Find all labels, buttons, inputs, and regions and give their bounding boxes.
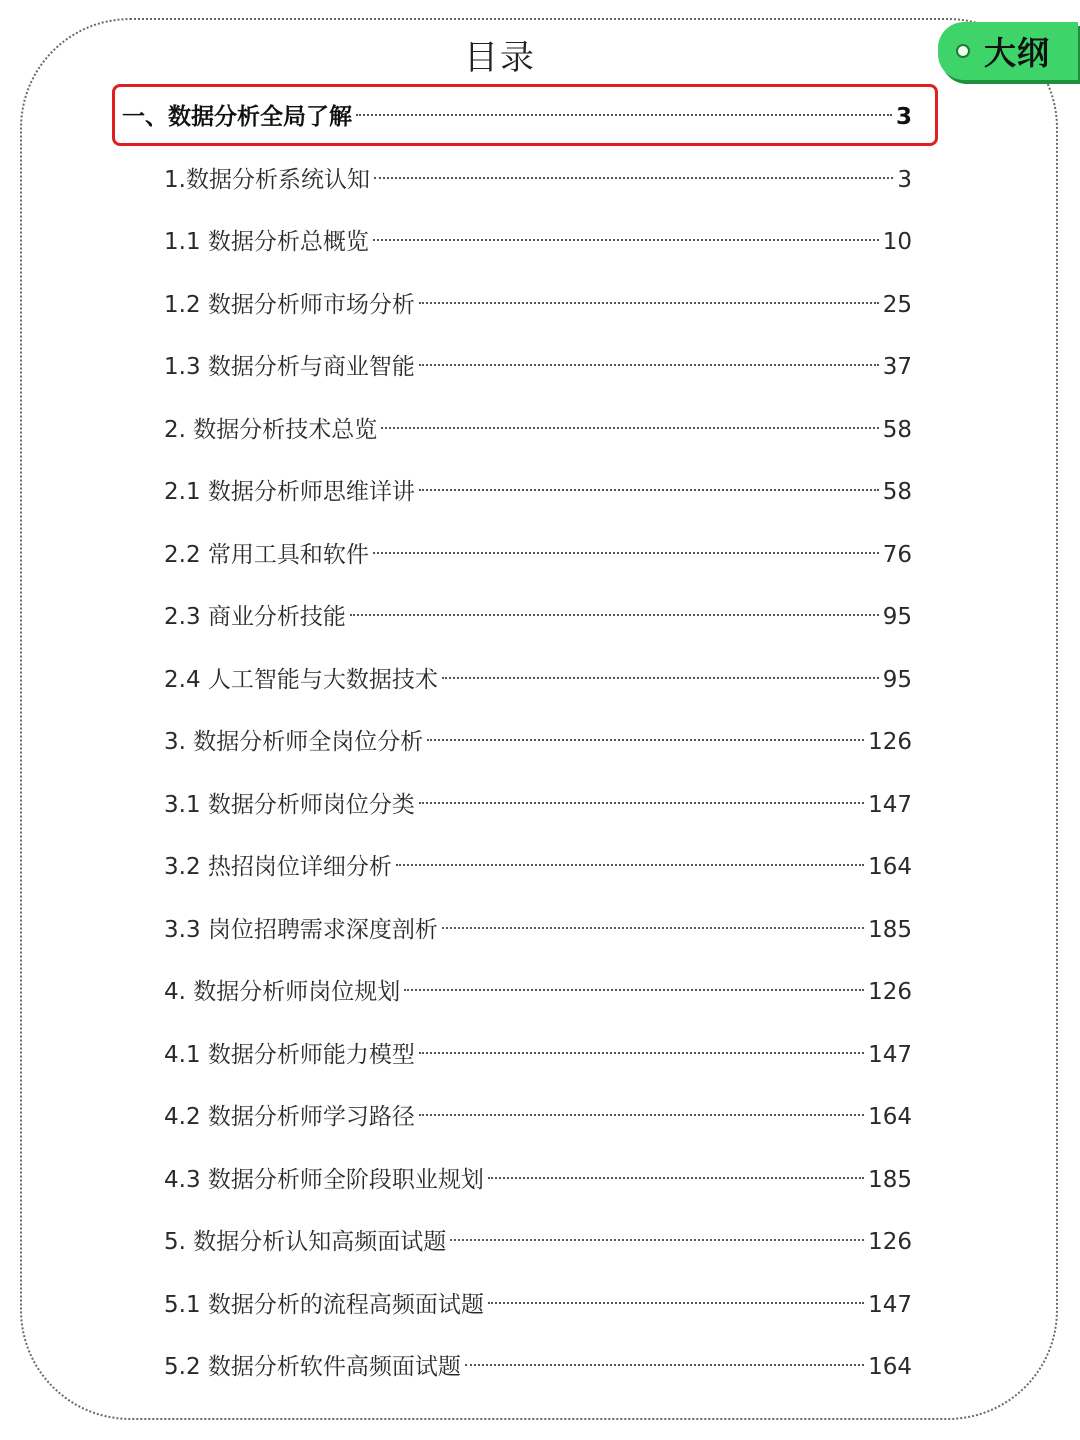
toc-entry-label: 2.4 人工智能与大数据技术 [164,666,438,693]
toc-entry-label: 1.1 数据分析总概览 [164,229,369,255]
toc-dot-leader [442,677,879,679]
toc-entry[interactable] [164,785,912,825]
toc-dot-leader [381,427,878,429]
toc-dot-leader [442,927,864,929]
toc-entry-page: 95 [882,666,912,693]
toc-dot-leader [488,1177,864,1179]
toc-entry-label: 2. 数据分析技术总览 [164,416,378,443]
toc-entry-label: 2.1 数据分析师思维详讲 [164,479,415,505]
toc-entry-label: 4.2 数据分析师学习路径 [164,1104,415,1130]
toc-entry-page: 95 [882,604,912,630]
toc-entry-page: 3 [897,166,912,193]
toc-dot-leader [419,489,879,491]
toc-entry-label: 5.2 数据分析软件高频面试题 [164,1354,461,1380]
toc-dot-leader [404,989,864,991]
toc-entry[interactable] [164,722,912,762]
toc-entry-label: 1.数据分析系统认知 [164,166,370,193]
toc-dot-leader [356,114,892,116]
toc-entry-page: 185 [868,916,912,943]
toc-entry-label: 3.2 热招岗位详细分析 [164,854,392,880]
toc-entry[interactable] [164,222,912,262]
toc-entry-page: 3 [895,104,912,130]
toc-entry[interactable] [164,160,912,200]
toc-dot-leader [396,864,864,866]
toc-dot-leader [373,552,879,554]
outline-badge-label: 大纲 [984,34,1051,72]
toc-entry[interactable] [164,1160,912,1200]
toc-entry[interactable] [164,410,912,450]
outline-badge[interactable] [938,22,1078,80]
toc-entry[interactable] [164,285,912,325]
toc-entry-label: 2.3 商业分析技能 [164,604,346,630]
toc-dot-leader [419,302,879,304]
toc-entry-page: 37 [882,354,912,380]
toc-entry[interactable] [164,472,912,512]
toc-entry-page: 126 [868,729,912,755]
toc-entry-label: 5.1 数据分析的流程高频面试题 [164,1291,484,1318]
toc-entry[interactable] [164,347,912,387]
toc-entry-page: 147 [868,1041,912,1068]
toc-entry-label: 1.2 数据分析师市场分析 [164,291,415,318]
toc-entry-page: 10 [882,229,912,255]
toc-dot-leader [419,1052,864,1054]
toc-entry-page: 25 [882,291,912,318]
toc-entry[interactable] [164,972,912,1012]
toc-dot-leader [465,1364,864,1366]
toc-entry-page: 58 [882,416,912,443]
toc-entry-page: 147 [868,1291,912,1318]
toc-dot-leader [419,802,864,804]
toc-dot-leader [373,239,879,241]
toc-entry[interactable] [164,1035,912,1075]
toc-dot-leader [427,739,864,741]
toc-entry-label: 4.3 数据分析师全阶段职业规划 [164,1166,484,1193]
toc-entry-label: 1.3 数据分析与商业智能 [164,354,415,380]
toc-entry-page: 164 [868,1354,912,1380]
toc-entry-label: 3. 数据分析师全岗位分析 [164,729,424,755]
toc-dot-leader [488,1302,864,1304]
toc-entry-page: 147 [868,791,912,818]
toc-entry-label: 5. 数据分析认知高频面试题 [164,1229,447,1255]
toc-entry[interactable] [164,1347,912,1387]
toc-entry-page: 164 [868,854,912,880]
toc-entry-label: 4. 数据分析师岗位规划 [164,979,401,1005]
toc-entry-label: 4.1 数据分析师能力模型 [164,1041,415,1068]
toc-entry-page: 164 [868,1104,912,1130]
toc-entry[interactable] [164,847,912,887]
toc-dot-leader [350,614,879,616]
toc-entry[interactable] [164,1222,912,1262]
toc-entry-page: 76 [882,541,912,568]
toc-dot-leader [450,1239,864,1241]
toc-dot-leader [374,177,893,179]
toc-entry-label: 2.2 常用工具和软件 [164,541,369,568]
toc-chapter-entry[interactable] [122,97,912,137]
toc-entry-label: 3.3 岗位招聘需求深度剖析 [164,916,438,943]
toc-entry-page: 126 [868,979,912,1005]
toc-entry[interactable] [164,1285,912,1325]
toc-entry[interactable] [164,910,912,950]
page-title: 目录 [464,38,536,78]
toc-dot-leader [419,364,879,366]
dot-icon [956,44,970,58]
toc-entry-page: 58 [882,479,912,505]
toc-entry[interactable] [164,1097,912,1137]
toc-entry[interactable] [164,660,912,700]
toc-dot-leader [419,1114,864,1116]
toc-entry-page: 185 [868,1166,912,1193]
toc-entry-label: 一、数据分析全局了解 [122,104,352,130]
toc-entry[interactable] [164,597,912,637]
toc-entry-label: 3.1 数据分析师岗位分类 [164,791,415,818]
toc-entry[interactable] [164,535,912,575]
toc-entry-page: 126 [868,1229,912,1255]
